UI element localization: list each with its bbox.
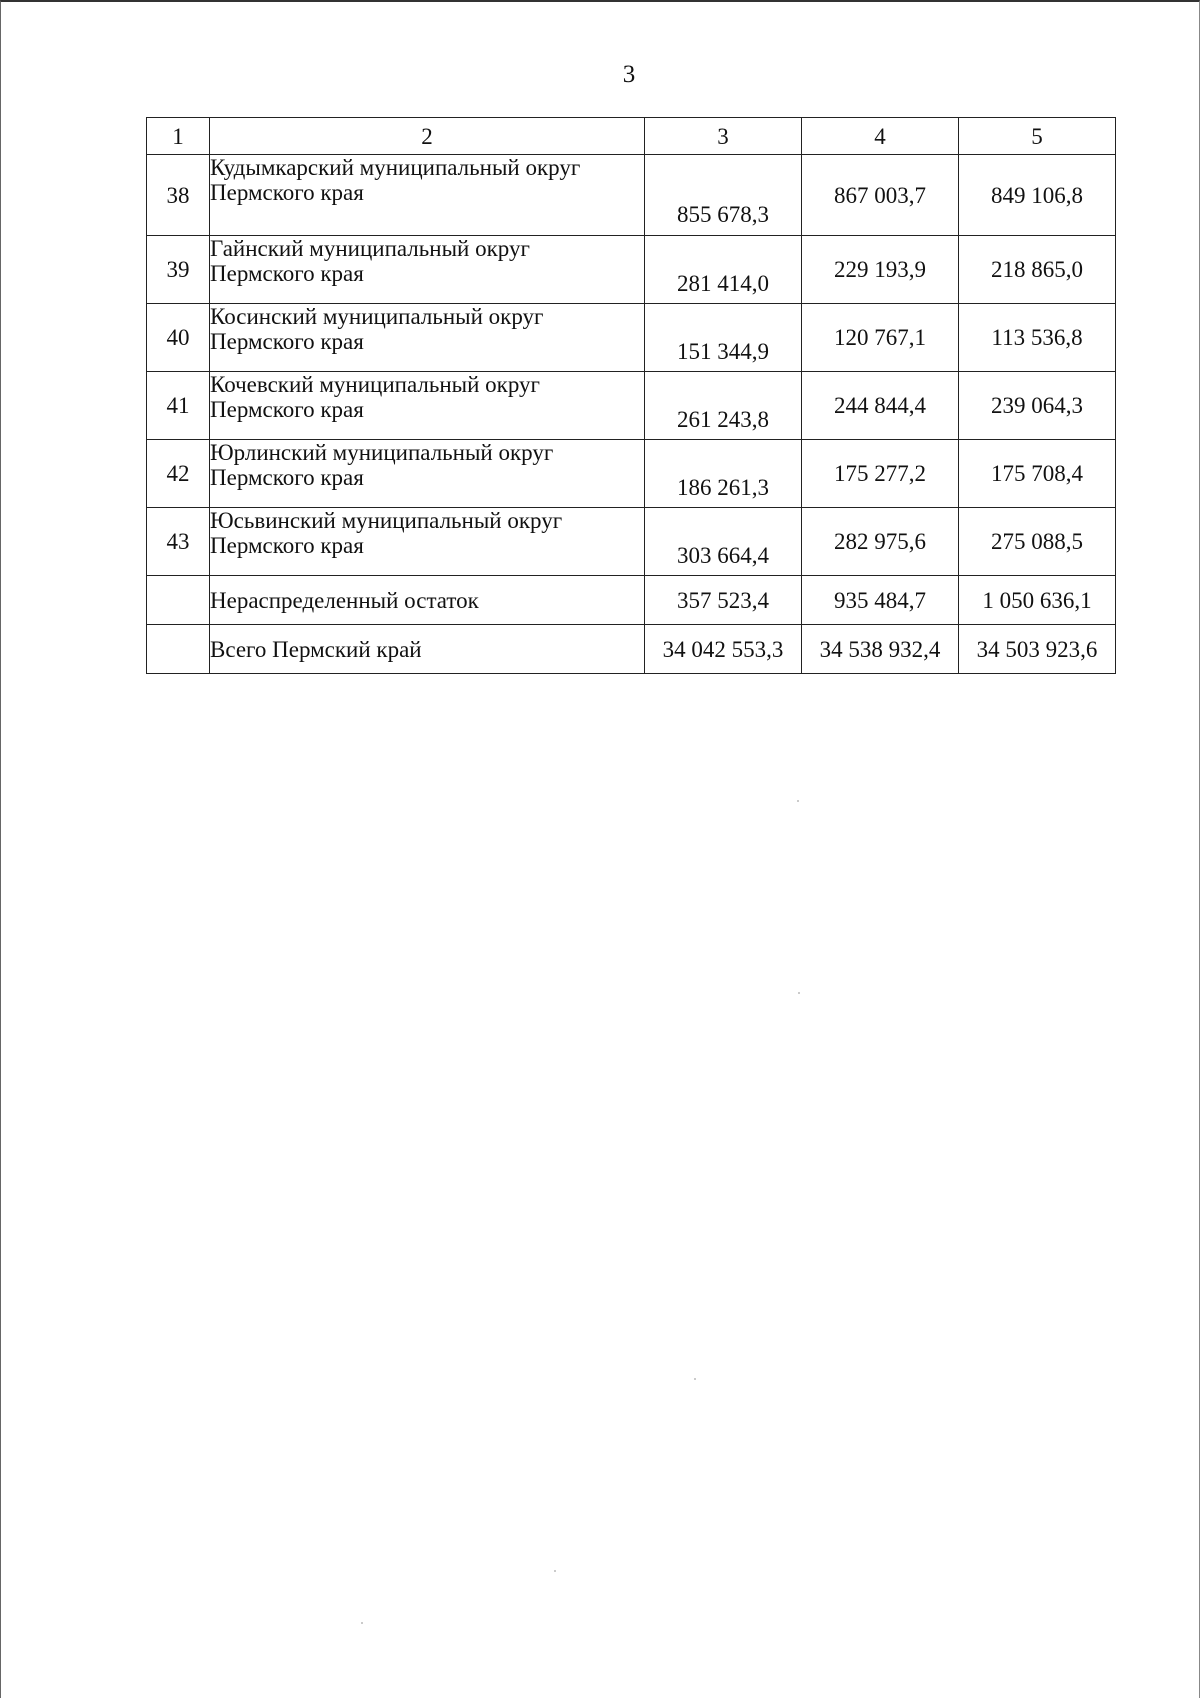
value-col-4: 282 975,6 [802,508,959,576]
municipality-name-line: Пермского края [210,533,364,558]
municipality-name-line: Гайнский муниципальный округ [210,236,530,261]
table-row [147,304,1116,372]
value-col-5: 275 088,5 [959,508,1116,576]
value-col-3: 186 261,3 [645,440,802,508]
municipality-name-line: Пермского края [210,329,364,354]
municipality-name [210,508,645,576]
municipality-name [210,236,645,304]
municipality-name-line: Косинский муниципальный округ [210,304,544,329]
value-col-5: 175 708,4 [959,440,1116,508]
table-row [147,236,1116,304]
row-number [147,576,210,625]
row-number: 41 [147,372,210,440]
row-number: 40 [147,304,210,372]
municipality-name-line: Пермского края [210,465,364,490]
value-col-5: 849 106,8 [959,155,1116,236]
table-row [147,508,1116,576]
unallocated-row [147,576,1116,625]
row-number: 42 [147,440,210,508]
row-number: 39 [147,236,210,304]
header-cell-col-5: 5 [959,118,1116,155]
value-col-3: 261 243,8 [645,372,802,440]
value-col-4: 229 193,9 [802,236,959,304]
municipality-name-line: Юсьвинский муниципальный округ [210,508,563,533]
value-col-3: 281 414,0 [645,236,802,304]
value-col-4: 120 767,1 [802,304,959,372]
scan-speck [798,992,800,994]
row-number: 43 [147,508,210,576]
row-number: 38 [147,155,210,236]
value-col-4: 175 277,2 [802,440,959,508]
budget-table [146,117,1116,674]
header-cell-col-3: 3 [645,118,802,155]
value-col-3: 151 344,9 [645,304,802,372]
municipality-name [210,155,645,236]
scan-speck [361,1622,363,1624]
value-col-5: 34 503 923,6 [959,625,1116,674]
municipality-name [210,440,645,508]
value-col-4: 244 844,4 [802,372,959,440]
table-row [147,155,1116,236]
table-header-row [147,118,1116,155]
municipality-name-line: Юрлинский муниципальный округ [210,440,554,465]
municipality-name-line: Пермского края [210,261,364,286]
page-number: 3 [622,61,636,88]
municipality-name [210,304,645,372]
header-cell-col-2: 2 [210,118,645,155]
value-col-3: 303 664,4 [645,508,802,576]
value-col-4: 34 538 932,4 [802,625,959,674]
value-col-3: 855 678,3 [645,155,802,236]
scan-speck [694,1378,696,1380]
header-cell-col-4: 4 [802,118,959,155]
value-col-5: 239 064,3 [959,372,1116,440]
total-row [147,625,1116,674]
municipality-name-line: Пермского края [210,180,364,205]
scan-speck [797,800,799,802]
table-row [147,372,1116,440]
municipality-name-line: Кудымкарский муниципальный округ [210,155,581,180]
scan-speck [554,1570,556,1572]
value-col-4: 935 484,7 [802,576,959,625]
value-col-3: 34 042 553,3 [645,625,802,674]
row-number [147,625,210,674]
municipality-name [210,372,645,440]
municipality-name-line: Пермского края [210,397,364,422]
unallocated-label: Нераспределенный остаток [210,576,645,625]
total-label: Всего Пермский край [210,625,645,674]
municipality-name-line: Кочевский муниципальный округ [210,372,540,397]
header-cell-col-1: 1 [147,118,210,155]
value-col-5: 1 050 636,1 [959,576,1116,625]
value-col-5: 218 865,0 [959,236,1116,304]
value-col-4: 867 003,7 [802,155,959,236]
table-row [147,440,1116,508]
value-col-5: 113 536,8 [959,304,1116,372]
value-col-3: 357 523,4 [645,576,802,625]
